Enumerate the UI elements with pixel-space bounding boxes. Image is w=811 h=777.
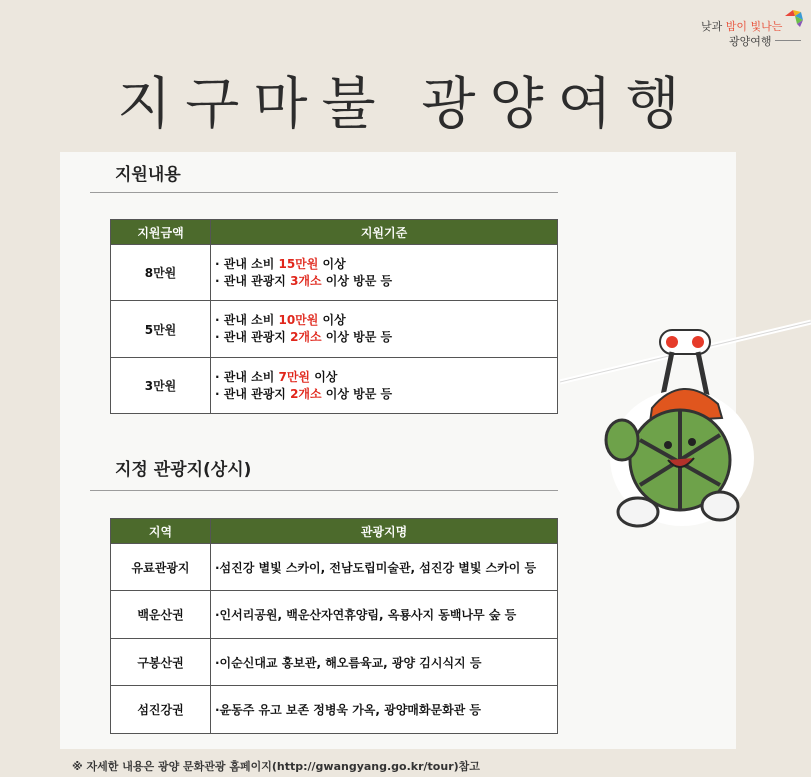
table-row <box>111 245 558 301</box>
table-row <box>111 301 558 358</box>
logo-text-prefix: 낮과 <box>701 20 726 33</box>
designated-rule <box>90 490 558 491</box>
support-rule <box>90 192 558 193</box>
spots-cell: ·윤동주 유고 보존 정병욱 가옥, 광양매화문화관 등 <box>211 686 558 734</box>
spots-cell: ·인서리공원, 백운산자연휴양림, 옥룡사지 동백나무 숲 등 <box>211 591 558 639</box>
table-row <box>111 591 558 639</box>
criteria-cell: · 관내 소비 10만원 이상 · 관내 관광지 2개소 이상 방문 등 <box>211 301 558 358</box>
amount-cell: 3만원 <box>111 358 211 414</box>
logo-dash <box>775 40 801 41</box>
support-table <box>110 219 558 414</box>
criteria-cell: · 관내 소비 7만원 이상 · 관내 관광지 2개소 이상 방문 등 <box>211 358 558 414</box>
table-row <box>111 686 558 734</box>
amount-cell: 8만원 <box>111 245 211 301</box>
page-title: 지구마불 광양여행 <box>117 72 694 137</box>
designated-table <box>110 518 558 734</box>
support-heading: 지원내용 <box>115 165 181 185</box>
spots-cell: ·이순신대교 홍보관, 해오름육교, 광양 김시식지 등 <box>211 639 558 686</box>
table-row <box>111 358 558 414</box>
area-cell: 유료관광지 <box>111 544 211 591</box>
criteria-cell: · 관내 소비 15만원 이상 · 관내 관광지 3개소 이상 방문 등 <box>211 245 558 301</box>
logo-ribbon-icon <box>783 8 805 28</box>
area-cell: 구봉산권 <box>111 639 211 686</box>
area-cell: 백운산권 <box>111 591 211 639</box>
brand-logo <box>697 8 805 50</box>
logo-text-line2: 광양여행 <box>729 35 772 48</box>
col-header-spots: 관광지명 <box>211 519 558 544</box>
spots-cell: ·섬진강 별빛 스카이, 전남도립미술관, 섬진강 별빛 스카이 등 <box>211 544 558 591</box>
zipline-mascot-icon <box>560 300 811 560</box>
amount-cell: 5만원 <box>111 301 211 358</box>
area-cell: 섬진강권 <box>111 686 211 734</box>
designated-heading: 지정 관광지(상시) <box>115 460 252 480</box>
table-row <box>111 639 558 686</box>
footnote: ※ 자세한 내용은 광양 문화관광 홈페이지(http://gwangyang.go.kr/tour)참고 <box>72 760 480 773</box>
col-header-criteria: 지원기준 <box>211 220 558 245</box>
table-row <box>111 544 558 591</box>
logo-text-highlight: 밤이 빛나는 <box>725 20 783 33</box>
col-header-area: 지역 <box>111 519 211 544</box>
col-header-amount: 지원금액 <box>111 220 211 245</box>
